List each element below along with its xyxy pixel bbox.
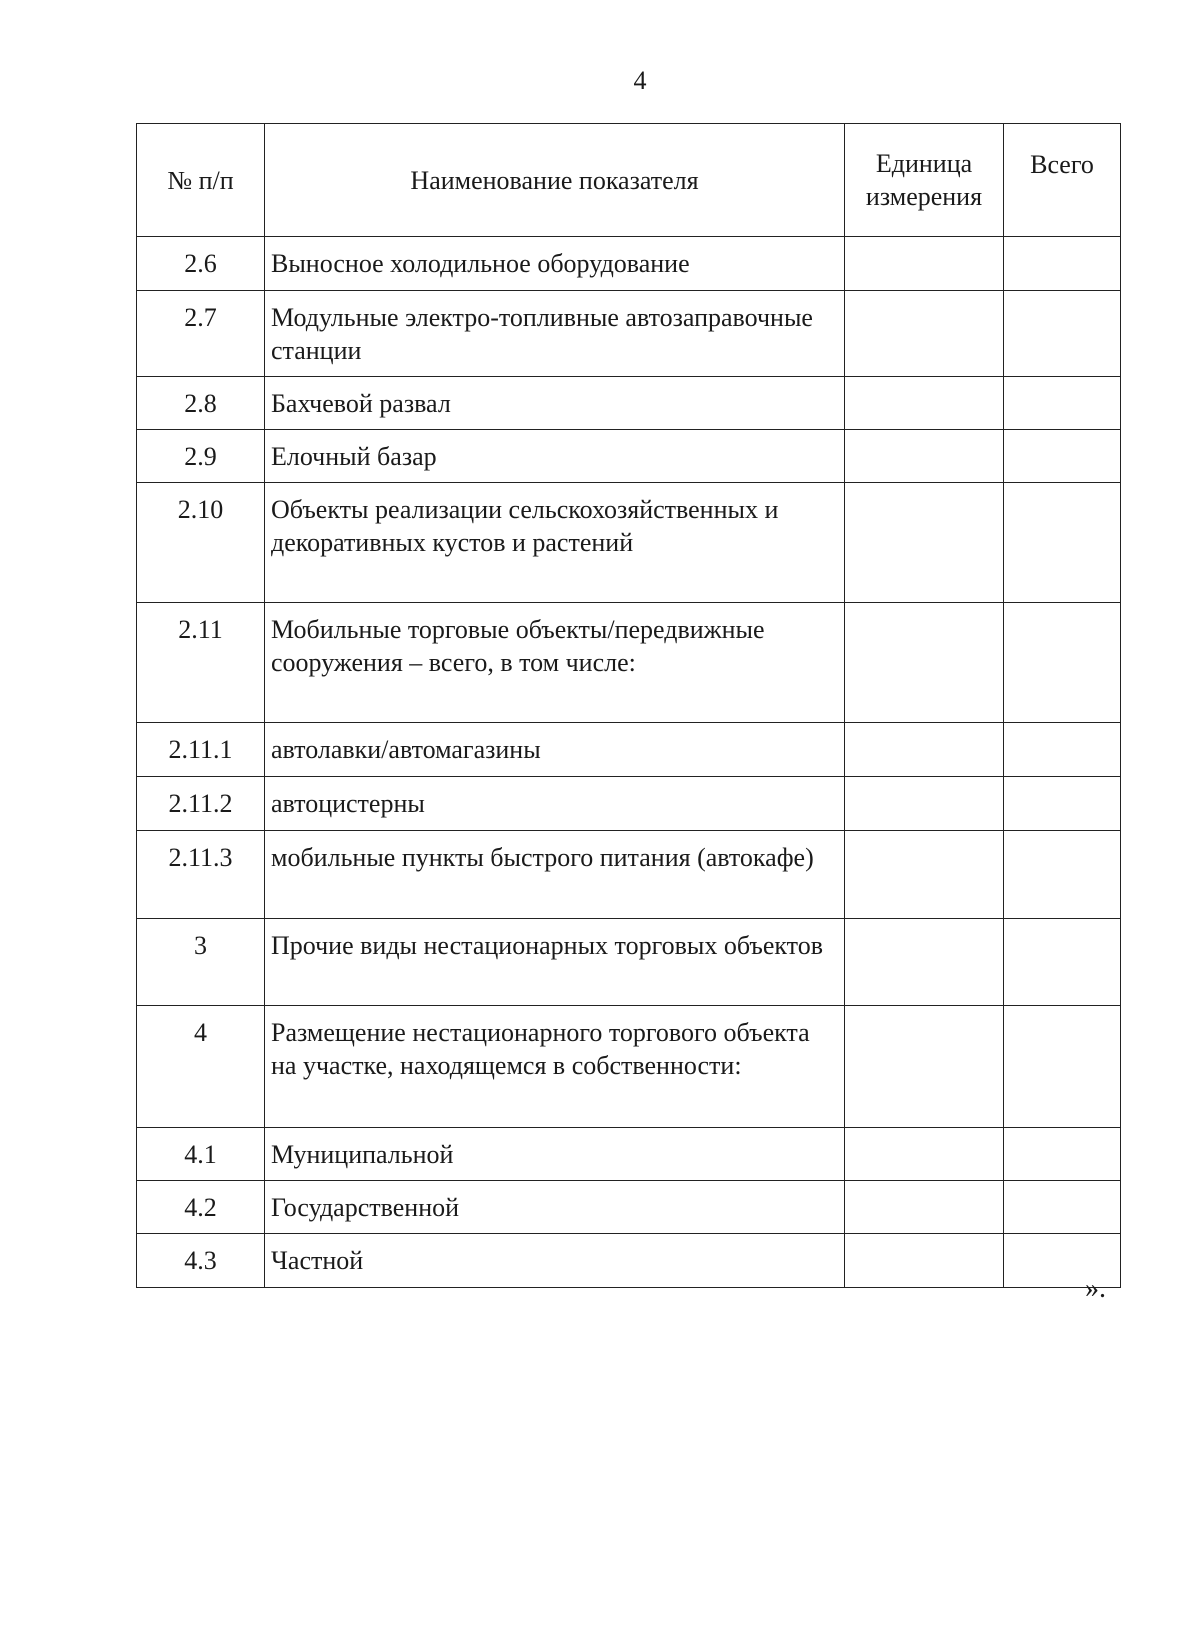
row-total (1004, 1006, 1121, 1128)
row-total (1004, 723, 1121, 777)
table-row (137, 777, 1121, 831)
closing-quote-mark: ». (1085, 1273, 1106, 1304)
row-num: 2.11.1 (137, 723, 265, 777)
row-num: 2.6 (137, 237, 265, 291)
row-num: 4 (137, 1006, 265, 1128)
row-total (1004, 777, 1121, 831)
header-name: Наименование показателя (265, 124, 845, 237)
header-num: № п/п (137, 124, 265, 237)
row-num: 2.10 (137, 483, 265, 603)
row-name: Объекты реализации сельскохозяйственных и декоративных кустов и растений (265, 483, 845, 603)
row-name: Бахчевой развал (265, 377, 845, 430)
row-name: Прочие виды нестационарных торговых объектов (265, 919, 845, 1006)
row-total (1004, 377, 1121, 430)
row-num: 2.11 (137, 603, 265, 723)
row-name: Частной (265, 1234, 845, 1288)
row-unit (845, 430, 1004, 483)
table-row (137, 919, 1121, 1006)
row-total (1004, 291, 1121, 377)
row-name: Выносное холодильное оборудование (265, 237, 845, 291)
row-num: 3 (137, 919, 265, 1006)
table-row (137, 723, 1121, 777)
row-num: 4.3 (137, 1234, 265, 1288)
row-total (1004, 1181, 1121, 1234)
row-unit (845, 291, 1004, 377)
row-unit (845, 831, 1004, 919)
table-row (137, 430, 1121, 483)
row-unit (845, 777, 1004, 831)
row-total (1004, 430, 1121, 483)
row-unit (845, 1128, 1004, 1181)
table-header-row (137, 124, 1121, 237)
table-row (137, 1234, 1121, 1288)
row-unit (845, 1234, 1004, 1288)
row-name: Елочный базар (265, 430, 845, 483)
row-unit (845, 1006, 1004, 1128)
page-number: 4 (633, 66, 647, 95)
row-unit (845, 603, 1004, 723)
row-num: 2.8 (137, 377, 265, 430)
row-num: 2.9 (137, 430, 265, 483)
table-row (137, 831, 1121, 919)
row-name: Государственной (265, 1181, 845, 1234)
row-unit (845, 919, 1004, 1006)
table-row (137, 483, 1121, 603)
row-name: мобильные пункты быстрого питания (автокафе) (265, 831, 845, 919)
table-row (137, 603, 1121, 723)
row-unit (845, 483, 1004, 603)
table-row (137, 1006, 1121, 1128)
row-num: 4.2 (137, 1181, 265, 1234)
row-name: автолавки/автомагазины (265, 723, 845, 777)
table-row (137, 1181, 1121, 1234)
header-unit: Единица измерения (845, 124, 1004, 237)
row-unit (845, 237, 1004, 291)
row-name: Модульные электро-топливные автозаправочные станции (265, 291, 845, 377)
row-num: 2.11.2 (137, 777, 265, 831)
row-total (1004, 237, 1121, 291)
indicators-table (136, 123, 1121, 1288)
row-unit (845, 723, 1004, 777)
row-unit (845, 377, 1004, 430)
row-total (1004, 603, 1121, 723)
table-row (137, 377, 1121, 430)
table-row (137, 291, 1121, 377)
row-num: 2.11.3 (137, 831, 265, 919)
row-total (1004, 483, 1121, 603)
row-total (1004, 1128, 1121, 1181)
table-row (137, 1128, 1121, 1181)
row-num: 2.7 (137, 291, 265, 377)
header-total: Всего (1004, 124, 1121, 237)
row-total (1004, 831, 1121, 919)
row-name: Мобильные торговые объекты/передвижные сооружения – всего, в том числе: (265, 603, 845, 723)
row-total (1004, 919, 1121, 1006)
row-name: автоцистерны (265, 777, 845, 831)
row-name: Размещение нестационарного торгового объекта на участке, находящемся в собственности: (265, 1006, 845, 1128)
table-row (137, 237, 1121, 291)
row-unit (845, 1181, 1004, 1234)
row-num: 4.1 (137, 1128, 265, 1181)
row-name: Муниципальной (265, 1128, 845, 1181)
